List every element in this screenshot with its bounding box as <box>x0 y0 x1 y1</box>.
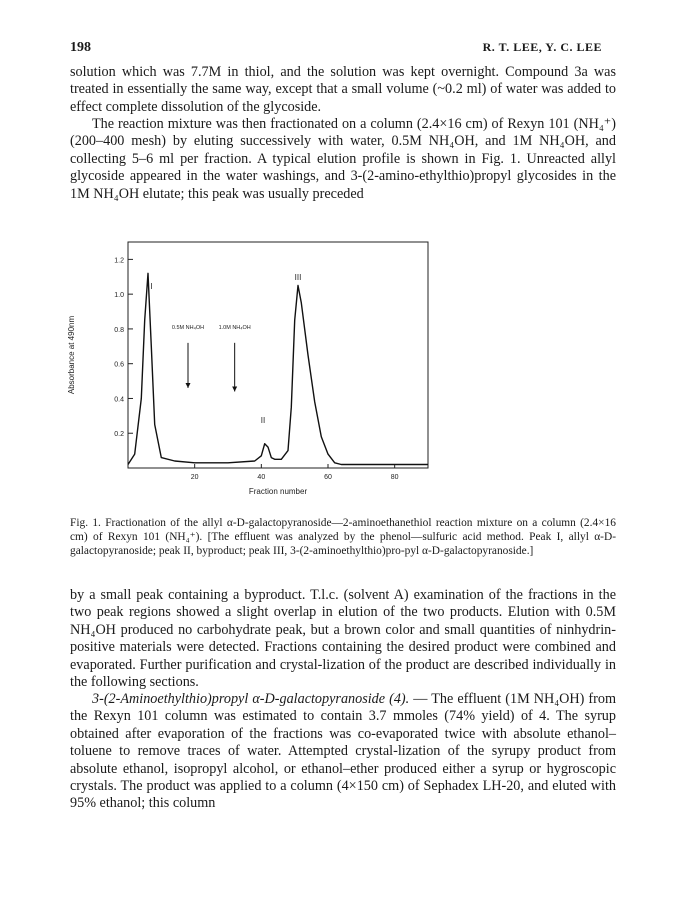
figure-caption-text: Fractionation of the allyl α-D-galactopyranoside—2-aminoethanethiol reaction mixture on a column (2.4×16 cm) of Rexyn 101 (NH₄⁺). [The effluent was analyzed by the phenol—sulfuric acid method. Peak I, allyl α-D-galactopyranoside; peak II, byproduct; peak III, 3-(2-aminoethylthio)pro-pyl α-D-galactopyranoside.] <box>70 517 616 557</box>
plot-frame <box>128 242 428 468</box>
y-axis-label: Absorbance at 490nm <box>67 315 76 395</box>
x-tick-label: 40 <box>257 474 266 481</box>
eluent-annotation: 0.5M NH₄OH <box>171 324 205 331</box>
y-tick-label: 0.6 <box>114 361 124 369</box>
figure-label: Fig. 1. <box>70 517 101 529</box>
peak-label: I <box>150 281 153 291</box>
eluent-arrowhead <box>186 383 191 388</box>
figure-caption <box>70 516 616 558</box>
paragraph-4 <box>70 691 616 813</box>
paragraph-2: The reaction mixture was then fractionated on a column (2.4×16 cm) of Rexyn 101 (NH₄⁺) (200–400 mesh) by eluting successively with water, 0.5M NH₄OH, and 1M NH₄OH, and collecting 5–6 ml per fraction. A typical elution profile is shown in Fig. 1. Unreacted allyl glycoside appeared in the water washings, and 3-(2-amino-ethylthio)propyl glycosides in the 1M NH₄OH elutate; this peak was usually preceded <box>70 116 616 202</box>
running-head: R. T. LEE, Y. C. LEE <box>482 40 602 54</box>
eluent-annotation: 1.0M NH₄OH <box>218 324 251 331</box>
x-tick-label: 80 <box>390 474 399 481</box>
y-tick-label: 0.4 <box>114 396 124 404</box>
x-tick-label: 20 <box>190 474 199 481</box>
page-number: 198 <box>70 40 91 55</box>
peak-label: II <box>260 415 266 425</box>
peak-label: III <box>294 273 302 283</box>
y-tick-label: 1.2 <box>114 257 124 265</box>
paragraph-1: solution which was 7.7M in thiol, and the solution was kept overnight. Compound 3a was treated in essentially the same way, except that a small volume (~0.2 ml) of water was added to effect complete dissolution of the glycoside. <box>70 64 616 115</box>
y-tick-label: 1.0 <box>114 292 124 300</box>
paragraph-3: by a small peak containing a byproduct. T.l.c. (solvent A) examination of the fractions in the two peak regions showed a slight overlap in elution of the two products. Elution with 0.5M NH₄OH produced no carbohydrate peak, but a brown color and small quantities of ninhydrin-positive materials were detected. Fractions containing the desired product were combined and evaporated. Further purification and crystal-lization of the product are described individually in the following sections. <box>70 587 616 691</box>
chart-frame <box>128 242 428 468</box>
elution-curve <box>128 273 428 464</box>
x-axis-label: Fraction number <box>248 487 308 496</box>
section-subheading: 3-(2-Aminoethylthio)propyl α-D-galactopyranoside (4). <box>92 691 410 707</box>
eluent-arrowhead <box>232 387 237 392</box>
y-tick-label: 0.2 <box>114 431 124 439</box>
x-tick-label: 60 <box>324 474 332 481</box>
paragraph-4-body: — The effluent (1M NH₄OH) from the Rexyn 101 column was estimated to contain 3.7 mmoles (74% yield) of 4. The syrup obtained after evaporation of the fractions was co-evaporated twice with absolute ethanol–toluene to remove traces of water. Attempted crystal-lization of the syrupy product from absolute ethanol, isopropyl alcohol, or ethanol–ether produced either a syrup or hygroscopic crystals. The product was applied to a column (4×150 cm) of Sephadex LH-20, and eluted with 95% ethanol; this column <box>70 691 616 812</box>
chart-ticks <box>114 257 398 481</box>
chart-line <box>128 273 428 464</box>
y-tick-label: 0.8 <box>114 326 124 334</box>
elution-profile-chart <box>56 236 446 506</box>
